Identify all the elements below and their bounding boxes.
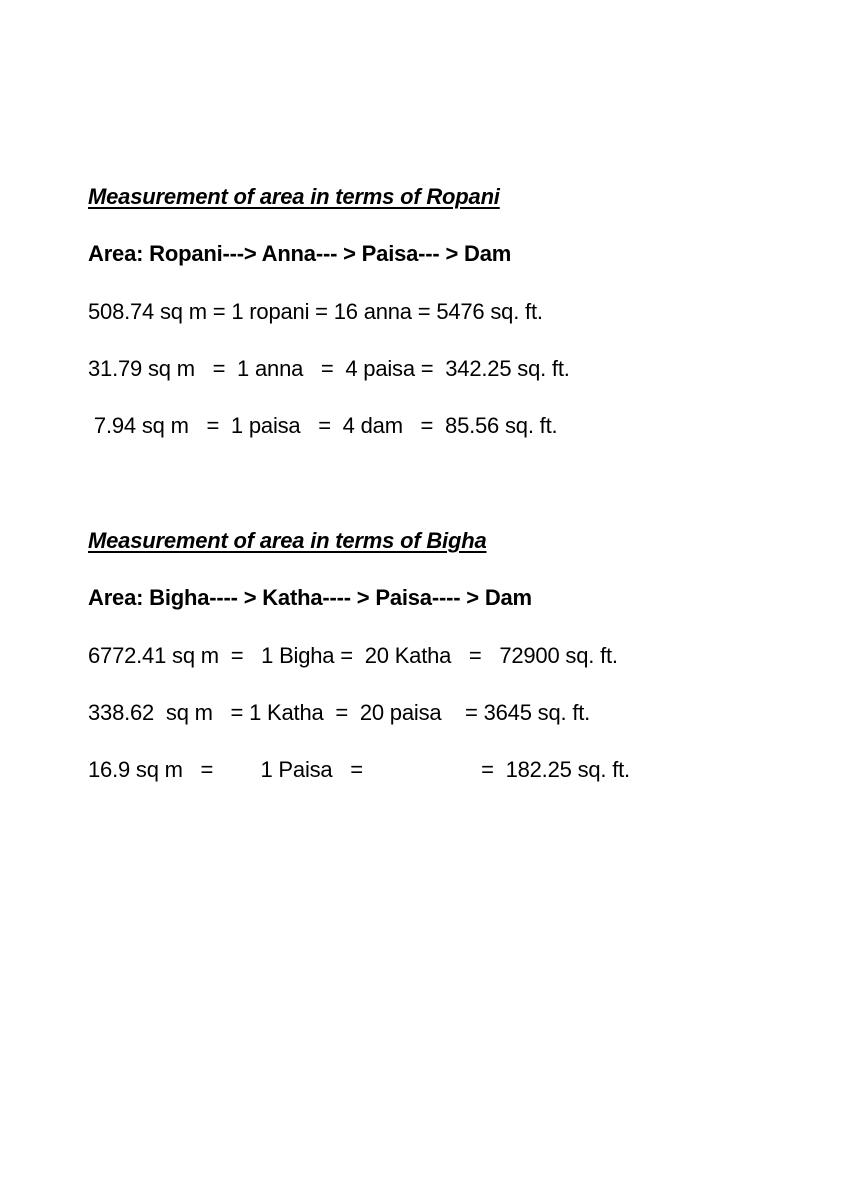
anna-conversion-row: 31.79 sq m = 1 anna = 4 paisa = 342.25 sq. ft. [88, 356, 570, 381]
bigha-area-hierarchy: Area: Bigha---- > Katha---- > Paisa---- > Dam [88, 585, 532, 610]
bigha-paisa-conversion-row: 16.9 sq m = 1 Paisa = = 182.25 sq. ft. [88, 757, 630, 782]
bigha-conversion-row: 6772.41 sq m = 1 Bigha = 20 Katha = 72900 sq. ft. [88, 643, 618, 668]
ropani-area-hierarchy: Area: Ropani---> Anna--- > Paisa--- > Dam [88, 241, 512, 266]
ropani-section-heading: Measurement of area in terms of Ropani [88, 184, 500, 209]
katha-conversion-row: 338.62 sq m = 1 Katha = 20 paisa = 3645 sq. ft. [88, 700, 591, 725]
paisa-conversion-row: 7.94 sq m = 1 paisa = 4 dam = 85.56 sq. ft. [88, 413, 558, 438]
bigha-section-heading: Measurement of area in terms of Bigha [88, 528, 487, 553]
ropani-conversion-row: 508.74 sq m = 1 ropani = 16 anna = 5476 sq. ft. [88, 299, 543, 324]
